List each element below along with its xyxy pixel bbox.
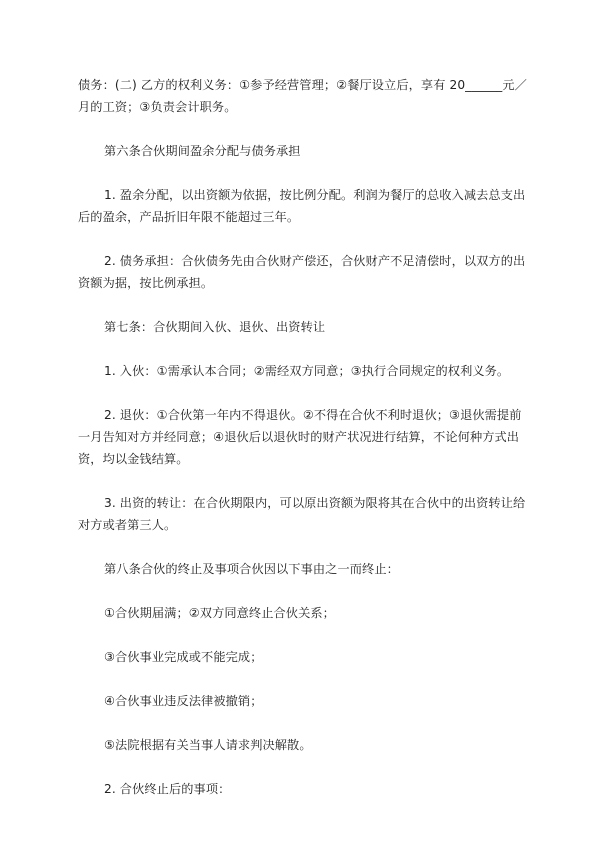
heading-article-six: 第六条合伙期间盈余分配与债务承担	[104, 144, 301, 158]
heading-article-seven: 第七条：合伙期间入伙、退伙、出资转让	[104, 320, 326, 334]
paragraph-surplus-distribution: 1. 盈余分配，以出资额为依据，按比例分配。利润为餐厅的总收入减去总支出后的盈余，产品折旧年限不能超过三年。	[78, 188, 526, 224]
heading-article-eight: 第八条合伙的终止及事项合伙因以下事由之一而终止：	[104, 562, 399, 576]
list-item-termination-3: ③合伙事业完成或不能完成；	[104, 650, 263, 664]
list-item-termination-5: ⑤法院根据有关当事人请求判决解散。	[104, 738, 312, 752]
list-item-termination-4: ④合伙事业违反法律被撤销；	[104, 694, 263, 708]
list-item-termination-1: ①合伙期届满；②双方同意终止合伙关系；	[104, 606, 335, 620]
paragraph-joining: 1. 入伙：①需承认本合同；②需经双方同意；③执行合同规定的权利义务。	[104, 364, 510, 378]
paragraph-capital-transfer: 3. 出资的转让：在合伙期限内，可以原出资额为限将其在合伙中的出资转让给对方或者第三人。	[78, 496, 526, 532]
paragraph-debt-bearing: 2. 债务承担：合伙债务先由合伙财产偿还，合伙财产不足清偿时，以双方的出资额为据，按比例承担。	[78, 254, 526, 290]
paragraph-withdrawal: 2. 退伙：①合伙第一年内不得退伙。②不得在合伙不利时退伙；③退伙需提前一月告知对方并经同意；④退伙后以退伙时的财产状况进行结算，不论何种方式出资，均以金钱结算。	[78, 408, 522, 466]
paragraph-party-b-rights: 债务：(二) 乙方的权利义务：①参予经营管理；②餐厅设立后，享有 20______元／月的工资；③负责会计职务。	[78, 78, 527, 114]
paragraph-post-termination: 2. 合伙终止后的事项：	[104, 782, 231, 796]
